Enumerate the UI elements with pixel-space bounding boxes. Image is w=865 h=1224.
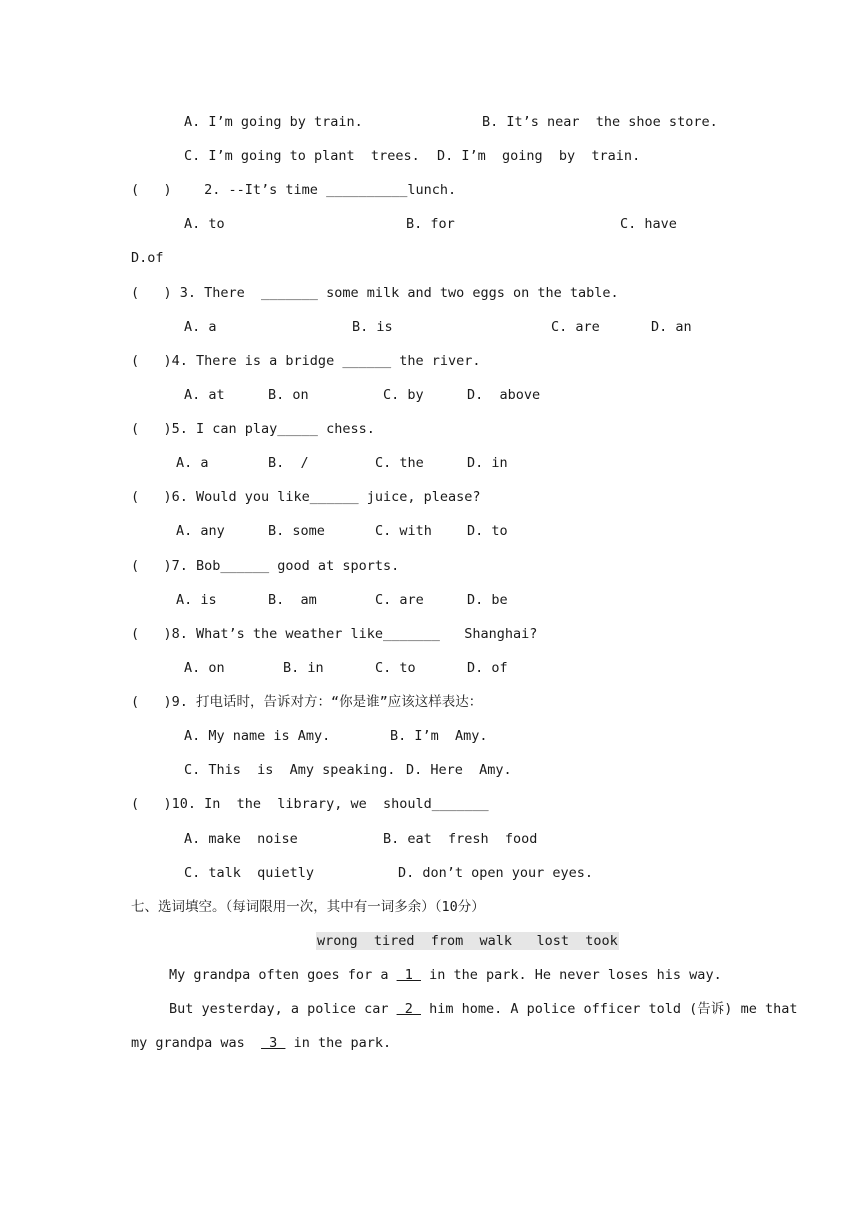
q5-option-a: A. a <box>176 455 209 471</box>
q9-option-b: B. I’m Amy. <box>390 728 488 744</box>
q9-option-c: C. This is Amy speaking. <box>184 762 396 778</box>
q9-option-a: A. My name is Amy. <box>184 728 331 744</box>
passage-line-3 <box>131 1034 391 1052</box>
q6-option-c: C. with <box>375 523 432 539</box>
q3-option-c: C. are <box>551 319 600 335</box>
passage-line-2-pre: But yesterday, a police car <box>169 1001 397 1017</box>
q10-option-b: B. eat fresh food <box>383 831 538 847</box>
q4-option-b: B. on <box>268 387 309 403</box>
question-7-stem: ( )7. Bob______ good at sports. <box>131 558 400 574</box>
passage-line-1-pre: My grandpa often goes for a <box>169 967 397 983</box>
question-6-stem: ( )6. Would you like______ juice, please? <box>131 489 481 505</box>
q8-option-a: A. on <box>184 660 225 676</box>
passage-line-1-post: in the park. He never loses his way. <box>420 967 722 983</box>
passage-line-3-post: in the park. <box>285 1035 392 1051</box>
q4-option-a: A. at <box>184 387 225 403</box>
blank-3: 3 <box>261 1035 286 1051</box>
passage-line-1 <box>169 966 722 984</box>
q10-option-d: D. don’t open your eyes. <box>398 865 594 881</box>
section-7-heading: 七、选词填空。（每词限用一次，其中有一词多余）（10分） <box>131 899 485 915</box>
q1-option-d: D. I’m going by train. <box>437 148 641 164</box>
q2-option-c: C. have <box>620 216 677 232</box>
q3-option-b: B. is <box>352 319 393 335</box>
q1-option-c: C. I’m going to plant trees. <box>184 148 420 164</box>
passage-line-2 <box>169 1000 797 1018</box>
q7-option-c: C. are <box>375 592 424 608</box>
q3-option-d: D. an <box>651 319 692 335</box>
q6-option-b: B. some <box>268 523 325 539</box>
question-3-stem: ( ) 3. There _______ some milk and two eggs on the table. <box>131 285 619 301</box>
q7-option-a: A. is <box>176 592 217 608</box>
question-8-stem: ( )8. What’s the weather like_______ Shanghai? <box>131 626 538 642</box>
q2-option-d: D.of <box>131 250 164 266</box>
q8-option-c: C. to <box>375 660 416 676</box>
q8-option-d: D. of <box>467 660 508 676</box>
q10-option-a: A. make noise <box>184 831 298 847</box>
question-9-stem: ( )9. 打电话时，告诉对方：“你是谁”应该这样表达： <box>131 694 483 710</box>
q2-option-a: A. to <box>184 216 225 232</box>
word-bank <box>316 932 619 950</box>
question-10-stem: ( )10. In the library, we should_______ <box>131 796 489 812</box>
q10-option-c: C. talk quietly <box>184 865 315 881</box>
question-4-stem: ( )4. There is a bridge ______ the river. <box>131 353 481 369</box>
q5-option-b: B. / <box>268 455 309 471</box>
q4-option-d: D. above <box>467 387 541 403</box>
q5-option-d: D. in <box>467 455 508 471</box>
q9-option-d: D. Here Amy. <box>406 762 512 778</box>
q6-option-d: D. to <box>467 523 508 539</box>
q1-option-a: A. I’m going by train. <box>184 114 363 130</box>
q6-option-a: A. any <box>176 523 225 539</box>
word-bank-text: wrong tired from walk lost took <box>317 933 618 949</box>
q7-option-b: B. am <box>268 592 317 608</box>
q7-option-d: D. be <box>467 592 508 608</box>
passage-line-3-pre: my grandpa was <box>131 1035 262 1051</box>
passage-line-2-post: him home. A police officer told (告诉) me that <box>420 1001 798 1017</box>
q8-option-b: B. in <box>283 660 324 676</box>
q3-option-a: A. a <box>184 319 217 335</box>
q5-option-c: C. the <box>375 455 424 471</box>
blank-2: 2 <box>396 1001 421 1017</box>
blank-1: 1 <box>396 967 421 983</box>
q4-option-c: C. by <box>383 387 424 403</box>
question-2-stem: ( ) 2. --It’s time __________lunch. <box>131 182 457 198</box>
question-5-stem: ( )5. I can play_____ chess. <box>131 421 375 437</box>
q1-option-b: B. It’s near the shoe store. <box>482 114 718 130</box>
q2-option-b: B. for <box>406 216 455 232</box>
